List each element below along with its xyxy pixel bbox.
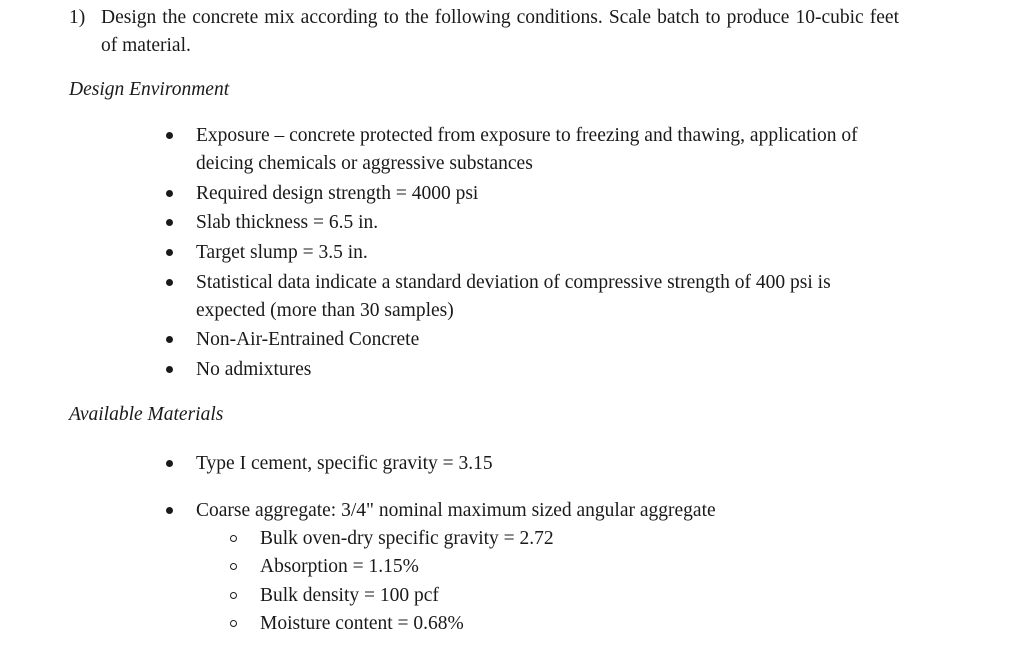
list-item: Target slump = 3.5 in.: [196, 239, 896, 267]
cement-list: [196, 450, 896, 478]
bullet-icon: [166, 366, 173, 373]
bullet-icon: [166, 507, 173, 514]
list-item: No admixtures: [196, 356, 896, 384]
problem-number: 1): [69, 7, 86, 28]
bullet-icon: [166, 336, 173, 343]
list-item: Slab thickness = 6.5 in.: [196, 209, 896, 237]
list-item: Bulk oven-dry specific gravity = 2.72: [260, 525, 860, 553]
bullet-icon: [166, 460, 173, 467]
list-item: Absorption = 1.15%: [260, 553, 860, 581]
list-item: Statistical data indicate a standard deviation of compressive strength of 400 psi is expected (more than 30 samples): [196, 269, 896, 325]
bullet-icon: [166, 249, 173, 256]
list-item: Non-Air-Entrained Concrete: [196, 326, 896, 354]
list-item: Bulk density = 100 pcf: [260, 582, 860, 610]
coarse-aggregate-list: [196, 497, 896, 525]
list-item: Type I cement, specific gravity = 3.15: [196, 450, 896, 478]
coarse-aggregate-properties: [260, 525, 860, 638]
available-materials-heading: Available Materials: [69, 404, 224, 425]
problem-text: Design the concrete mix according to the following conditions. Scale batch to produce 10-cubic feet of material.: [101, 7, 899, 56]
list-item: Moisture content = 0.68%: [260, 610, 860, 638]
list-item: Required design strength = 4000 psi: [196, 180, 896, 208]
list-item: Exposure – concrete protected from exposure to freezing and thawing, application of deicing chemicals or aggressive substances: [196, 122, 896, 178]
design-environment-list: [196, 122, 896, 384]
hollow-bullet-icon: [230, 535, 237, 542]
bullet-icon: [166, 219, 173, 226]
bullet-icon: [166, 132, 173, 139]
design-environment-heading: Design Environment: [69, 79, 230, 100]
problem-statement: [69, 4, 899, 60]
bullet-icon: [166, 279, 173, 286]
hollow-bullet-icon: [230, 592, 237, 599]
list-item: Coarse aggregate: 3/4" nominal maximum sized angular aggregate: [196, 497, 896, 525]
hollow-bullet-icon: [230, 563, 237, 570]
bullet-icon: [166, 190, 173, 197]
hollow-bullet-icon: [230, 620, 237, 627]
